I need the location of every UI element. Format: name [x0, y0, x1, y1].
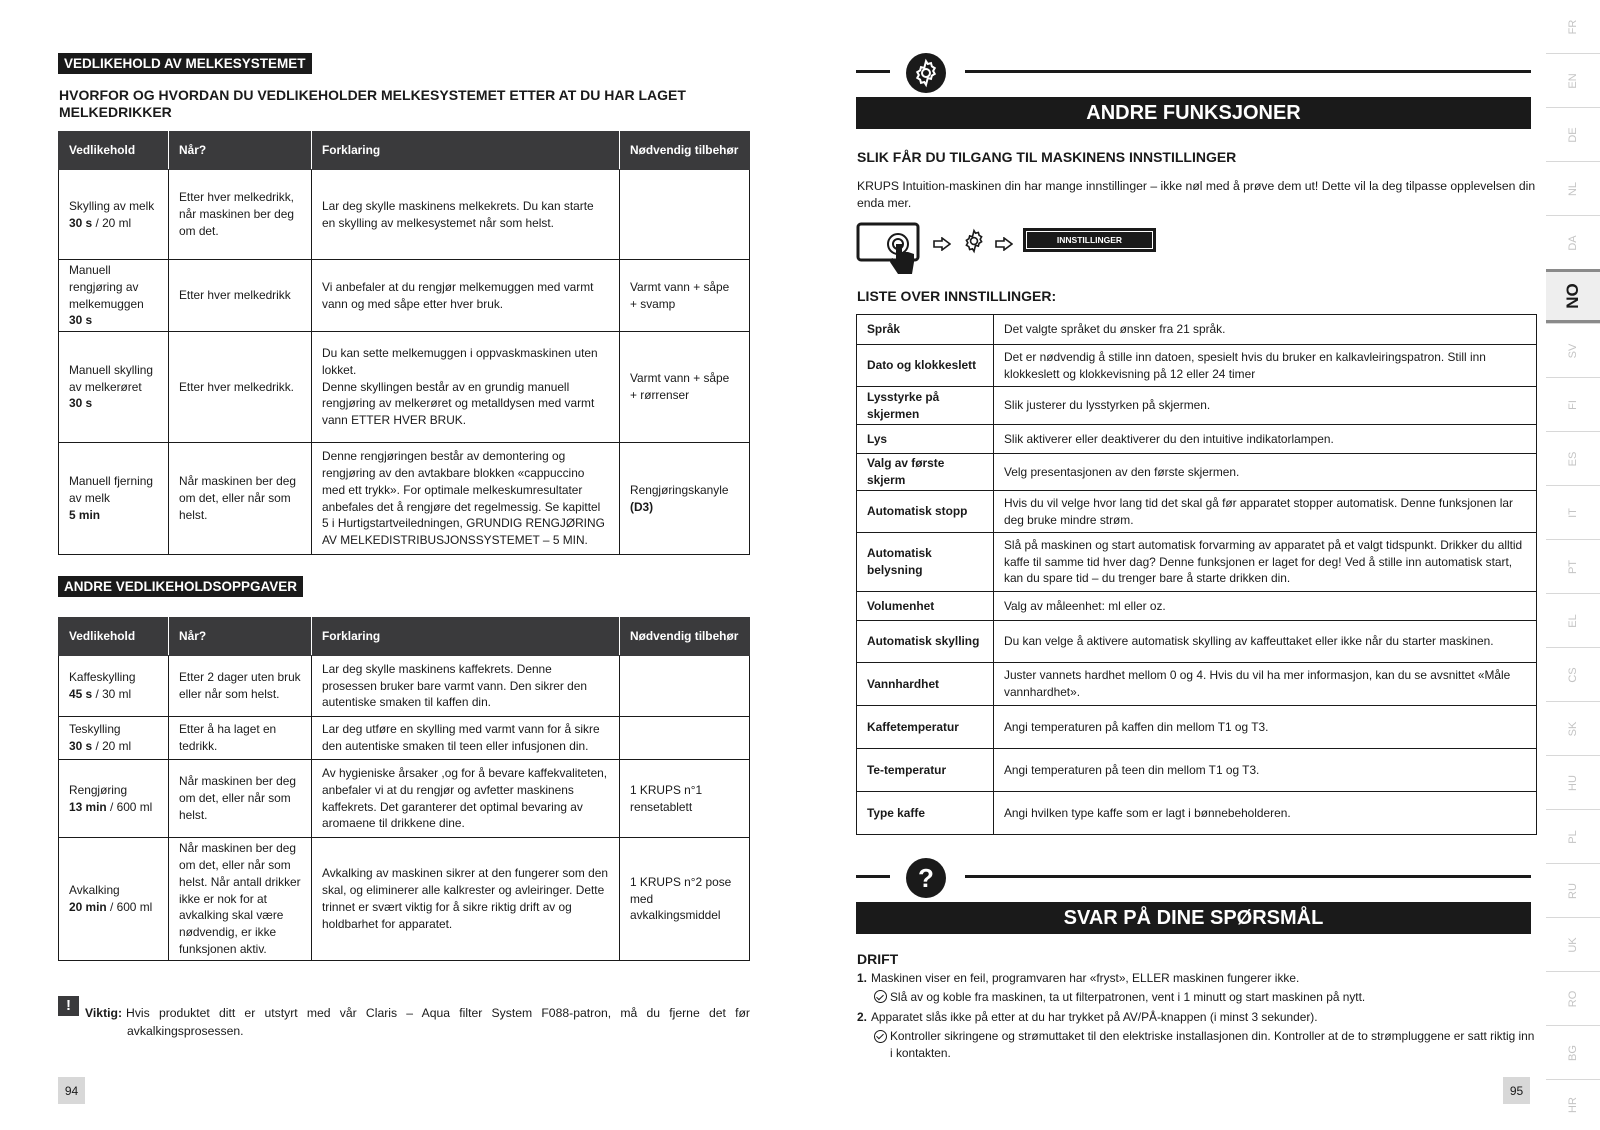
setting-name: Valg av første skjerm	[857, 454, 994, 491]
faq-section-heading: DRIFT	[857, 951, 899, 967]
language-tab-de[interactable]: DE	[1546, 107, 1600, 161]
setting-name: Te-temperatur	[857, 749, 994, 792]
settings-list-heading: LISTE OVER INNSTILLINGER:	[857, 288, 1057, 304]
table-row	[857, 792, 1537, 835]
accessory-cell	[620, 656, 750, 717]
language-tab-cs[interactable]: CS	[1546, 647, 1600, 701]
language-tab-hu[interactable]: HU	[1546, 755, 1600, 809]
setting-description: Det er nødvendig å stille inn datoen, spesielt hvis du bruker en kalkavleiringspatron. Still inn klokkeslett og klokkevisning på 12 eller 24 timer	[994, 345, 1537, 387]
language-tab-en[interactable]: EN	[1546, 53, 1600, 107]
table-row	[857, 345, 1537, 387]
explanation-cell: Avkalking av maskinen sikrer at den fungerer som den skal, og eliminerer alle kalkrester og avleiringer. Dette trinnet er svært viktig for å sikre riktig drift av og holdbarhet for apparatet.	[312, 838, 620, 961]
language-tab-ru[interactable]: RU	[1546, 863, 1600, 917]
maintenance-cell: Manuell skylling av melkerøret 30 s	[59, 332, 169, 443]
col-header-when: Når?	[169, 618, 312, 656]
gear-icon	[906, 53, 946, 93]
faq-answer	[857, 1028, 1537, 1063]
other-maintenance-table	[58, 617, 750, 961]
section-heading-milk-maintenance: HVORFOR OG HVORDAN DU VEDLIKEHOLDER MELKESYSTEMET ETTER AT DU HAR LAGET MELKEDRIKKER	[59, 87, 686, 120]
maintenance-cell: Kaffeskylling 45 s / 30 ml	[59, 656, 169, 717]
maintenance-cell: Teskylling 30 s / 20 ml	[59, 717, 169, 760]
setting-description: Det valgte språket du ønsker fra 21 språk.	[994, 315, 1537, 345]
divider-line	[856, 70, 890, 73]
explanation-cell: Lar deg skylle maskinens melkekrets. Du kan starte en skylling av melkesystemet når som helst.	[312, 170, 620, 260]
language-tab-pt[interactable]: PT	[1546, 539, 1600, 593]
explanation-cell: Vi anbefaler at du rengjør melkemuggen med varmt vann og med såpe etter hver bruk.	[312, 260, 620, 332]
setting-description: Angi hvilken type kaffe som er lagt i bønnebeholderen.	[994, 792, 1537, 835]
explanation-cell: Lar deg skylle maskinens kaffekrets. Denne prosessen bruker bare varmt vann. Den sikrer den autentiske smaken til kaffen din.	[312, 656, 620, 717]
faq-answer-text: Kontroller sikringene og strømuttaket til den elektriske installasjonen din. Kontroller at de to strømpluggene er satt riktig inn i kontakten.	[890, 1028, 1535, 1060]
settings-button-illustration: INNSTILLINGER	[1023, 228, 1156, 252]
col-header-accessories: Nødvendig tilbehør	[620, 618, 750, 656]
maintenance-cell: Rengjøring 13 min / 600 ml	[59, 760, 169, 838]
explanation-cell: Du kan sette melkemuggen i oppvaskmaskinen uten lokket. Denne skyllingen består av en grundig manuell rengjøring av melkerøret og metalldysen med varmt vann ETTER HVER BRUK.	[312, 332, 620, 443]
page-title-other-functions: ANDRE FUNKSJONER	[856, 97, 1531, 129]
language-tab-sv[interactable]: SV	[1546, 323, 1600, 377]
col-header-when: Når?	[169, 132, 312, 170]
setting-description: Juster vannets hardhet mellom 0 og 4. Hvis du vil ha mer informasjon, kan du se avsnittet «Måle vannhardhet».	[994, 663, 1537, 706]
when-cell: Når maskinen ber deg om det, eller når som helst.	[169, 760, 312, 838]
gear-icon	[961, 228, 987, 259]
faq-number: 1.	[857, 971, 867, 985]
divider-line	[965, 70, 1531, 73]
language-tab-sk[interactable]: SK	[1546, 701, 1600, 755]
when-cell: Når maskinen ber deg om det, eller når som helst.	[169, 443, 312, 555]
when-cell: Etter hver melkedrikk.	[169, 332, 312, 443]
page-number-right: 95	[1503, 1077, 1530, 1104]
setting-description: Velg presentasjonen av den første skjermen.	[994, 454, 1537, 491]
when-cell: Etter hver melkedrikk, når maskinen ber deg om det.	[169, 170, 312, 260]
faq-answer	[857, 989, 1537, 1006]
setting-name: Automatisk stopp	[857, 491, 994, 533]
check-circle-icon	[874, 1030, 887, 1043]
table-row	[59, 260, 750, 332]
accessory-cell: Rengjøringskanyle (D3)	[620, 443, 750, 555]
when-cell: Etter 2 dager uten bruk eller når som helst.	[169, 656, 312, 717]
table-row	[857, 454, 1537, 491]
language-tab-da[interactable]: DA	[1546, 215, 1600, 269]
table-row	[857, 706, 1537, 749]
arrow-right-icon	[995, 237, 1013, 256]
setting-name: Automatisk belysning	[857, 533, 994, 592]
language-tab-it[interactable]: IT	[1546, 485, 1600, 539]
accessory-cell	[620, 717, 750, 760]
language-tab-fr[interactable]: FR	[1567, 19, 1579, 34]
setting-description: Slik justerer du lysstyrken på skjermen.	[994, 387, 1537, 425]
maintenance-cell: Skylling av melk 30 s / 20 ml	[59, 170, 169, 260]
accessory-cell: 1 KRUPS n°2 pose med avkalkingsmiddel	[620, 838, 750, 961]
important-note-line2: avkalkingsprosessen.	[127, 1024, 244, 1038]
col-header-explanation: Forklaring	[312, 618, 620, 656]
table-row	[857, 663, 1537, 706]
table-row	[59, 170, 750, 260]
faq-question: Apparatet slås ikke på etter at du har trykket på AV/PÅ-knappen (i minst 3 sekunder).	[871, 1009, 1318, 1024]
question-icon: ?	[906, 858, 946, 898]
table-row	[857, 425, 1537, 454]
col-header-maintenance: Vedlikehold	[59, 618, 169, 656]
check-circle-icon	[874, 990, 887, 1003]
section-tag-other-maintenance: ANDRE VEDLIKEHOLDSOPPGAVER	[58, 576, 303, 597]
language-tab-hr[interactable]: HR	[1546, 1079, 1600, 1130]
setting-description: Angi temperaturen på kaffen din mellom T1 og T3.	[994, 706, 1537, 749]
page-title-faq: SVAR PÅ DINE SPØRSMÅL	[856, 902, 1531, 934]
setting-name: Vannhardhet	[857, 663, 994, 706]
explanation-cell: Av hygieniske årsaker ,og for å bevare kaffekvaliteten, anbefaler vi at du rengjør og avfetter maskinens kaffekrets. Det garanterer det optimal bevaring av aromaene til drikkene dine.	[312, 760, 620, 838]
table-row	[59, 443, 750, 555]
setting-name: Lysstyrke på skjermen	[857, 387, 994, 425]
settings-intro-text: KRUPS Intuition-maskinen din har mange innstillinger – ikke nøl med å prøve dem ut! Dette vil la deg tilpasse opplevelsen din enda mer.	[857, 179, 1536, 210]
arrow-right-icon	[933, 237, 951, 256]
col-header-maintenance: Vedlikehold	[59, 132, 169, 170]
maintenance-cell: Manuell fjerning av melk 5 min	[59, 443, 169, 555]
accessory-cell: 1 KRUPS n°1 rensetablett	[620, 760, 750, 838]
table-row	[59, 332, 750, 443]
setting-name: Automatisk skylling	[857, 621, 994, 663]
table-header-row	[59, 618, 750, 656]
setting-description: Angi temperaturen på teen din mellom T1 og T3.	[994, 749, 1537, 792]
language-tab-ro[interactable]: RO	[1546, 971, 1600, 1025]
when-cell: Etter hver melkedrikk	[169, 260, 312, 332]
language-tab-no[interactable]: NO	[1546, 269, 1600, 323]
table-row	[857, 491, 1537, 533]
table-row	[857, 749, 1537, 792]
important-note	[85, 1004, 750, 1040]
table-row	[857, 315, 1537, 345]
maintenance-cell: Manuell rengjøring av melkemuggen 30 s	[59, 260, 169, 332]
setting-name: Språk	[857, 315, 994, 345]
table-row	[857, 387, 1537, 425]
col-header-explanation: Forklaring	[312, 132, 620, 170]
table-row	[59, 838, 750, 961]
language-tab-el[interactable]: EL	[1546, 593, 1600, 647]
faq-list	[857, 970, 1537, 1062]
language-tab-bg[interactable]: BG	[1546, 1025, 1600, 1079]
table-row	[59, 760, 750, 838]
faq-question: Maskinen viser en feil, programvaren har «fryst», ELLER maskinen fungerer ikke.	[871, 971, 1300, 985]
setting-description: Du kan velge å aktivere automatisk skylling av kaffeuttaket eller ikke når du starter maskinen.	[994, 621, 1537, 663]
table-row	[59, 717, 750, 760]
accessory-cell: Varmt vann + såpe + svamp	[620, 260, 750, 332]
settings-table	[856, 314, 1537, 835]
setting-name: Dato og klokkeslett	[857, 345, 994, 387]
language-tab-fi[interactable]: FI	[1546, 377, 1600, 431]
language-tab-uk[interactable]: UK	[1546, 917, 1600, 971]
faq-number: 2.	[857, 1009, 867, 1024]
setting-description: Slik aktiverer eller deaktiverer du den intuitive indikatorlampen.	[994, 425, 1537, 454]
table-row	[857, 621, 1537, 663]
setting-description: Hvis du vil velge hvor lang tid det skal gå før apparatet stopper automatisk. Denne funksjonen lar deg bruke mindre strøm.	[994, 491, 1537, 533]
important-note-line1: Hvis produktet ditt er utstyrt med vår Claris – Aqua filter System F088-patron, må du fjerne det før	[126, 1006, 750, 1020]
divider-line	[856, 875, 890, 878]
maintenance-cell: Avkalking 20 min / 600 ml	[59, 838, 169, 961]
milk-maintenance-table	[58, 131, 750, 555]
faq-answer-text: Slå av og koble fra maskinen, ta ut filterpatronen, vent i 1 minutt og start maskinen på nytt.	[890, 990, 1366, 1005]
setting-description: Valg av måleenhet: ml eller oz.	[994, 592, 1537, 621]
faq-item	[857, 970, 1537, 987]
table-row	[857, 533, 1537, 592]
explanation-cell: Denne rengjøringen består av demontering og rengjøring av den avtakbare blokken «cappuccino med ett trykk». For optimale melkeskumresultater anbefales det å rengjøre det regelmessig. Se kapittel 5 i Hurtigstartveiledningen, GRUNDIG RENGJØRING AV MELKEDISTRIBUSJONSSYSTEMET – 5 MIN.	[312, 443, 620, 555]
when-cell: Etter å ha laget en tedrikk.	[169, 717, 312, 760]
important-label: Viktig:	[85, 1006, 123, 1020]
accessory-cell: Varmt vann + såpe + rørrenser	[620, 332, 750, 443]
setting-name: Volumenhet	[857, 592, 994, 621]
setting-name: Kaffetemperatur	[857, 706, 994, 749]
touch-screen-icon	[856, 222, 922, 276]
language-tab-es[interactable]: ES	[1546, 431, 1600, 485]
settings-access-heading: SLIK FÅR DU TILGANG TIL MASKINENS INNSTILLINGER	[857, 149, 1237, 165]
language-tab-pl[interactable]: PL	[1546, 809, 1600, 863]
accessory-cell	[620, 170, 750, 260]
divider-line	[965, 875, 1531, 878]
explanation-cell: Lar deg utføre en skylling med varmt vann for å sikre den autentiske smaken til teen eller infusjonen din.	[312, 717, 620, 760]
col-header-accessories: Nødvendig tilbehør	[620, 132, 750, 170]
setting-description: Slå på maskinen og start automatisk forvarming av apparatet på et valgt tidspunkt. Drikker du alltid kaffe til samme tid hver dag? Denne funksjonen er laget for deg! Ved å stille inn automatisk start, kan du spare tid – du trenger bare å starte drikken din.	[994, 533, 1537, 592]
table-row	[59, 656, 750, 717]
setting-name: Type kaffe	[857, 792, 994, 835]
table-header-row	[59, 132, 750, 170]
section-tag-milk-maintenance: VEDLIKEHOLD AV MELKESYSTEMET	[58, 53, 312, 74]
faq-item	[857, 1009, 1537, 1026]
table-row	[857, 592, 1537, 621]
language-tab-nl[interactable]: NL	[1546, 161, 1600, 215]
warning-icon: !	[58, 996, 79, 1016]
setting-name: Lys	[857, 425, 994, 454]
when-cell: Når maskinen ber deg om det, eller når som helst. Når antall drikker ikke er nok for at avkalking skal være nødvendig, er ikke funksjonen aktiv.	[169, 838, 312, 961]
page-number-left: 94	[58, 1077, 85, 1104]
